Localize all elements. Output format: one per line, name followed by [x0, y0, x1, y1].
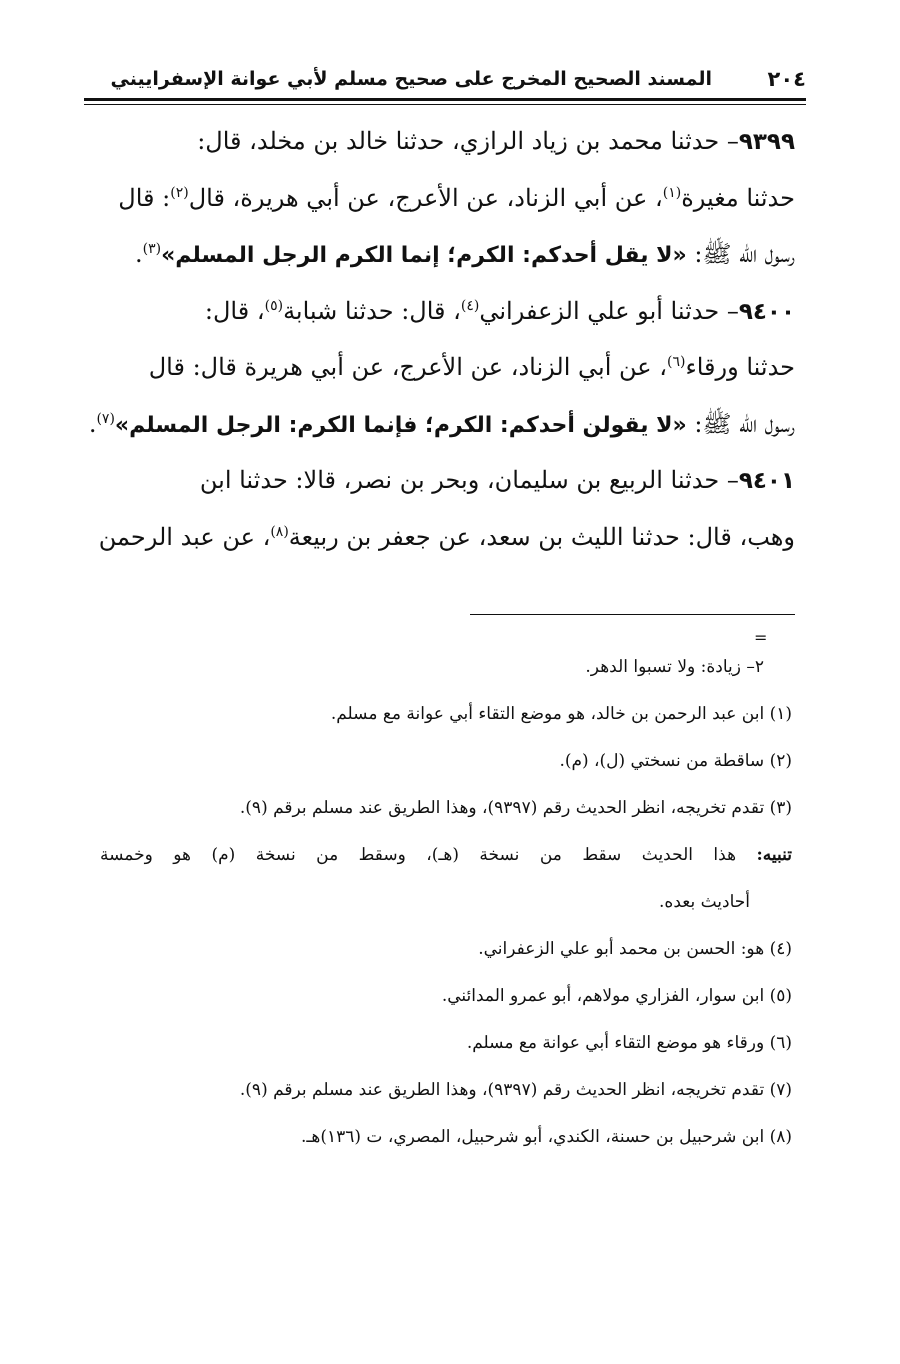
footnote-ref[interactable]: (٤) [460, 297, 480, 314]
footnotes [100, 644, 800, 1161]
text-run: – حدثنا أبو علي الزعفراني [479, 296, 739, 325]
footnote-ref[interactable]: (٦) [666, 354, 686, 370]
footnote-2: (٢) ساقطة من نسختي (ل)، (م). [559, 751, 792, 771]
footnote-carryover: ٢– زيادة: ولا تسبوا الدهر. [585, 657, 764, 677]
hadith-number: ٩٣٩٩ [738, 129, 795, 155]
footnote-separator [470, 614, 795, 615]
footnote-4: (٤) هو: الحسن بن محمد أبو علي الزعفراني. [478, 939, 792, 959]
text-run: . [88, 409, 97, 438]
footnote-carry-mark: = [754, 628, 768, 647]
text-run: ، قال: [204, 296, 265, 325]
tanbih-label: تنبيه: [756, 845, 792, 865]
footnote-3: (٣) تقدم تخريجه، انظر الحديث رقم (٩٣٩٧)، وهذا الطريق عند مسلم برقم (٩). [239, 798, 792, 818]
hadith-9400-line-3 [88, 396, 795, 453]
hadith-9401-line-1 [100, 452, 795, 509]
text-run: ، عن أبي الزناد، عن الأعرج، عن أبي هريرة قال: قال [148, 353, 667, 381]
footnote-7: (٧) تقدم تخريجه، انظر الحديث رقم (٩٣٩٧)، وهذا الطريق عند مسلم برقم (٩). [239, 1080, 792, 1100]
text-run: – حدثنا محمد بن زياد الرازي، حدثنا خالد بن مخلد، قال: [197, 127, 739, 155]
running-header [84, 62, 806, 96]
running-title: المسند الصحيح المخرج على صحيح مسلم لأبي عوانة الإسفراييني [110, 68, 712, 90]
text-run: رسول الله ﷺ: [686, 409, 795, 438]
text-run: : قال [118, 183, 171, 212]
footnote-ref[interactable]: (٨) [270, 523, 289, 540]
hadith-number: ٩٤٠١ [738, 468, 795, 494]
footnote-5: (٥) ابن سوار، الفزاري مولاهم، أبو عمرو المدائني. [441, 986, 792, 1006]
hadith-9399-line-1 [100, 113, 795, 170]
hadith-9399-line-2 [100, 170, 795, 227]
text-run: حدثنا مغيرة [681, 183, 795, 212]
page-number: ٢٠٤ [767, 67, 806, 91]
footnote-ref[interactable]: (٢) [170, 184, 189, 201]
hadith-9399-line-3 [100, 226, 795, 283]
footnote-tanbih [100, 832, 800, 879]
text-run: – حدثنا الربيع بن سليمان، وبحر بن نصر، قالا: حدثنا ابن [199, 466, 739, 494]
main-text [88, 113, 795, 565]
text-run: ، عن عبد الرحمن [98, 522, 271, 551]
footnote-ref[interactable]: (٥) [264, 297, 284, 314]
text-run: ، عن أبي الزناد، عن الأعرج، عن أبي هريرة، قال [188, 183, 663, 212]
prophetic-quote: «لا يقل أحدكم: الكرم؛ إنما الكرم الرجل المسلم» [161, 243, 687, 268]
tanbih-text: هذا الحديث سقط من نسخة (هـ)، وسقط من نسخة (م) هو وخمسة [100, 845, 757, 865]
header-rule-thin [84, 104, 806, 105]
hadith-9400-line-2 [100, 339, 795, 396]
footnote-1: (١) ابن عبد الرحمن بن خالد، هو موضع التقاء أبي عوانة مع مسلم. [330, 704, 792, 724]
hadith-number: ٩٤٠٠ [738, 298, 795, 325]
prophetic-quote: «لا يقولن أحدكم: الكرم؛ فإنما الكرم: الرجل المسلم» [114, 412, 687, 438]
footnote-8: (٨) ابن شرحبيل بن حسنة، الكندي، أبو شرحبيل، المصري، ت (١٣٦)هـ. [301, 1127, 792, 1147]
text-run: ، قال: حدثنا شبابة [283, 296, 461, 325]
footnote-ref[interactable]: (١) [662, 184, 682, 201]
footnote-ref[interactable]: (٣) [142, 241, 162, 257]
hadith-9401-line-2 [100, 509, 795, 566]
text-run: . [134, 240, 143, 268]
header-rule [84, 98, 806, 101]
hadith-9400-line-1 [100, 283, 795, 340]
text-run: حدثنا ورقاء [685, 353, 795, 381]
footnote-ref[interactable]: (٧) [96, 410, 115, 427]
footnote-tanbih-cont: أحاديث بعده. [659, 892, 750, 912]
footnote-6: (٦) ورقاء هو موضع التقاء أبي عوانة مع مسلم. [466, 1033, 792, 1053]
text-run: رسول الله ﷺ: [686, 240, 795, 268]
text-run: وهب، قال: حدثنا الليث بن سعد، عن جعفر بن ربيعة [288, 522, 795, 551]
